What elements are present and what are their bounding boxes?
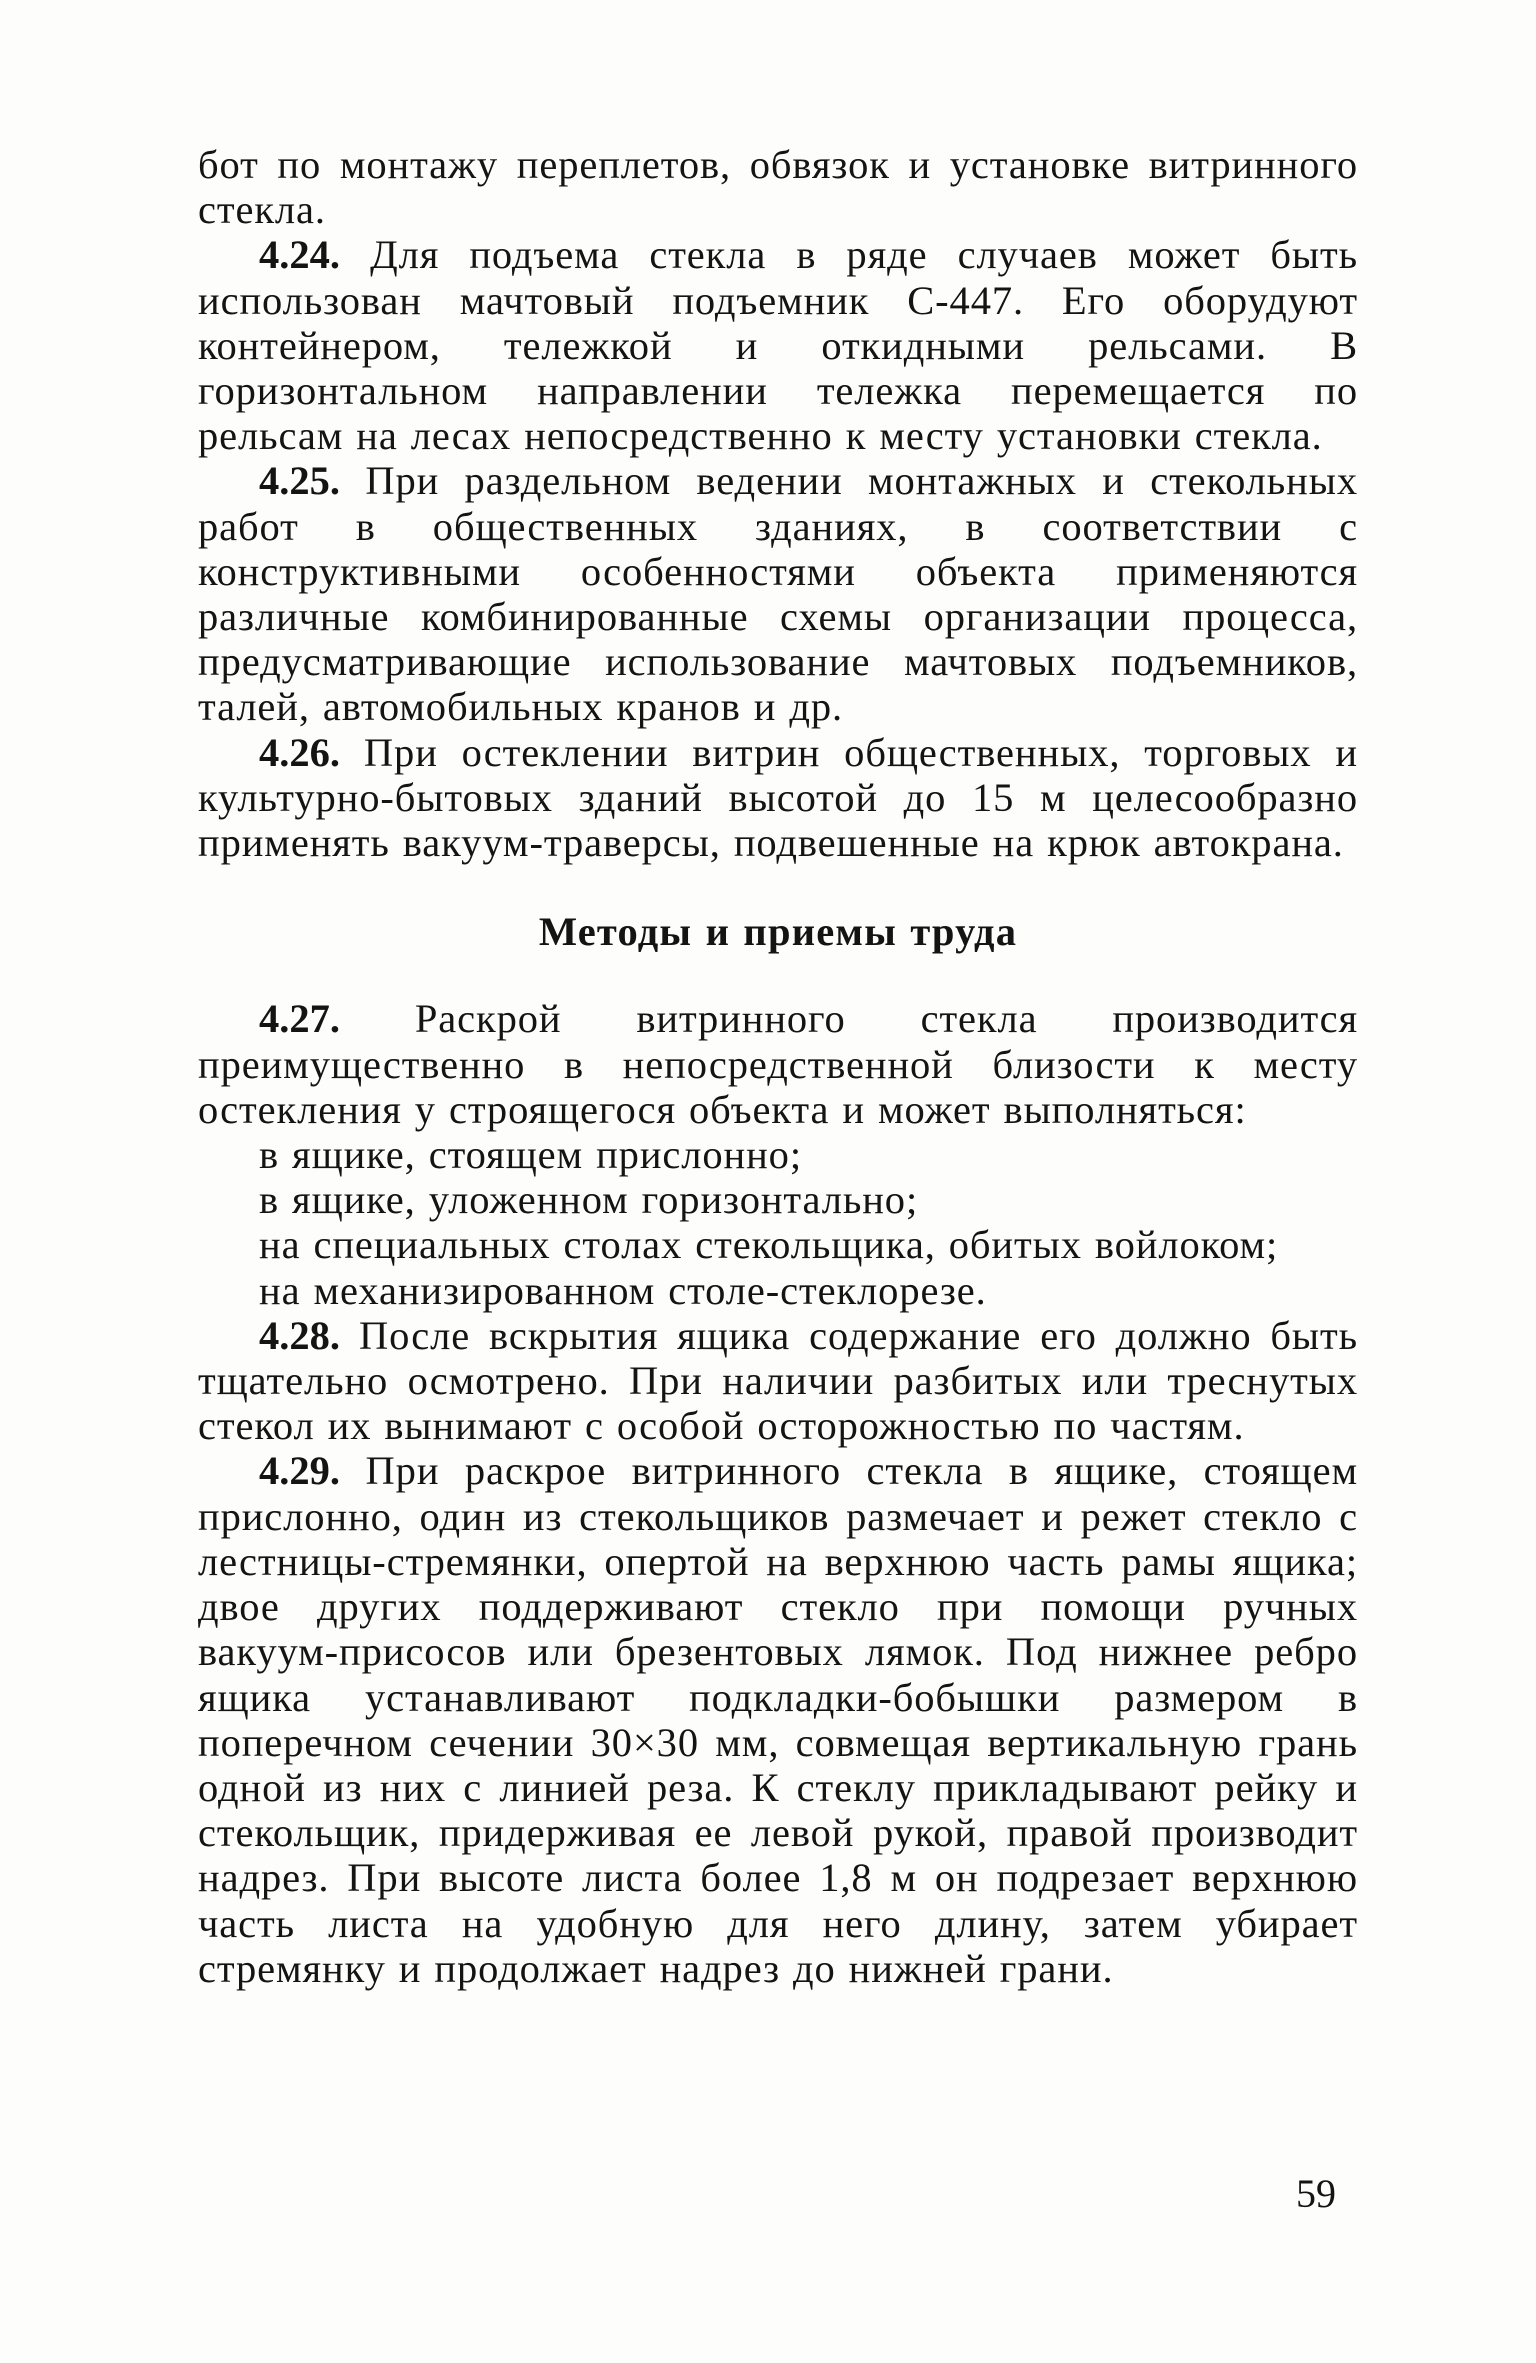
paragraph-4-29 (198, 1448, 1358, 1990)
paragraph-text: При остеклении витрин общественных, торговых и культурно-бытовых зданий высотой до 15 м целесообразно применять вакуум-траверсы, подвешенные на крюк автокрана. (198, 729, 1358, 866)
paragraph-number: 4.26. (259, 729, 340, 775)
paragraph-number: 4.24. (259, 232, 340, 278)
section-heading: Методы и приемы труда (538, 909, 1018, 955)
paragraph-text: Раскрой витринного стекла производится преимущественно в непосредственной близости к месту остекления у строящегося объекта и может выполняться: (198, 996, 1358, 1132)
paragraph-text: При раскрое витринного стекла в ящике, стоящем прислонно, один из стекольщиков размечает и режет стекло с лестницы-стремянки, опертой на верхнюю часть рамы ящика; двое других поддерживают стекло при помощи ручных вакуум-присосов или брезентовых лямок. Под нижнее ребро ящика устанавливают подкладки-бобышки размером в поперечном сечении 30×30 мм, совмещая вертикальную грань одной из них с линией реза. К стеклу прикладывают рейку и стекольщик, придерживая ее левой рукой, правой производит надрез. При высоте листа более 1,8 м он подрезает верхнюю часть листа на удобную для него длину, затем убирает стремянку и продолжает надрез до нижней грани. (198, 1448, 1358, 1991)
body-text (198, 142, 1358, 1991)
paragraph-number: 4.25. (259, 458, 340, 504)
paragraph-4-25 (198, 458, 1358, 729)
list-item-text: на механизированном столе-стеклорезе. (259, 1267, 987, 1313)
list-item-text: в ящике, уложенном горизонтально; (259, 1177, 919, 1223)
list-item-text: на специальных столах стекольщика, обитых войлоком; (259, 1222, 1279, 1268)
page-number: 59 (1296, 2171, 1336, 2216)
paragraph-4-27 (198, 996, 1358, 1132)
paragraph-number: 4.29. (259, 1448, 340, 1494)
paragraph-text: Для подъема стекла в ряде случаев может быть использован мачтовый подъемник С-447. Его оборудуют контейнером, тележкой и откидными рельсами. В горизонтальном направлении тележка перемещается по рельсам на лесах непосредственно к месту установки стекла. (198, 232, 1358, 459)
list-item (198, 1132, 1358, 1177)
paragraph-text: бот по монтажу переплетов, обвязок и установке витринного стекла. (198, 142, 1358, 233)
paragraph-4-28 (198, 1313, 1358, 1449)
paragraph-number: 4.27. (259, 996, 340, 1042)
paragraph-text: После вскрытия ящика содержание его должно быть тщательно осмотрено. При наличии разбитых или треснутых стекол их вынимают с особой осторожностью по частям. (198, 1312, 1359, 1449)
list-item-text: в ящике, стоящем прислонно; (259, 1132, 802, 1178)
paragraph-4-24 (198, 232, 1358, 458)
paragraph-4-26 (198, 730, 1358, 866)
paragraph-continued (198, 142, 1358, 232)
list-item (198, 1177, 1358, 1222)
list-item (198, 1222, 1358, 1267)
paragraph-text: При раздельном ведении монтажных и стекольных работ в общественных зданиях, в соответствии с конструктивными особенностями объекта применяются различные комбинированные схемы организации процесса, предусматривающие использование мачтовых подъемников, талей, автомобильных кранов и др. (198, 458, 1358, 730)
list-item (198, 1268, 1358, 1313)
paragraph-number: 4.28. (259, 1312, 340, 1358)
